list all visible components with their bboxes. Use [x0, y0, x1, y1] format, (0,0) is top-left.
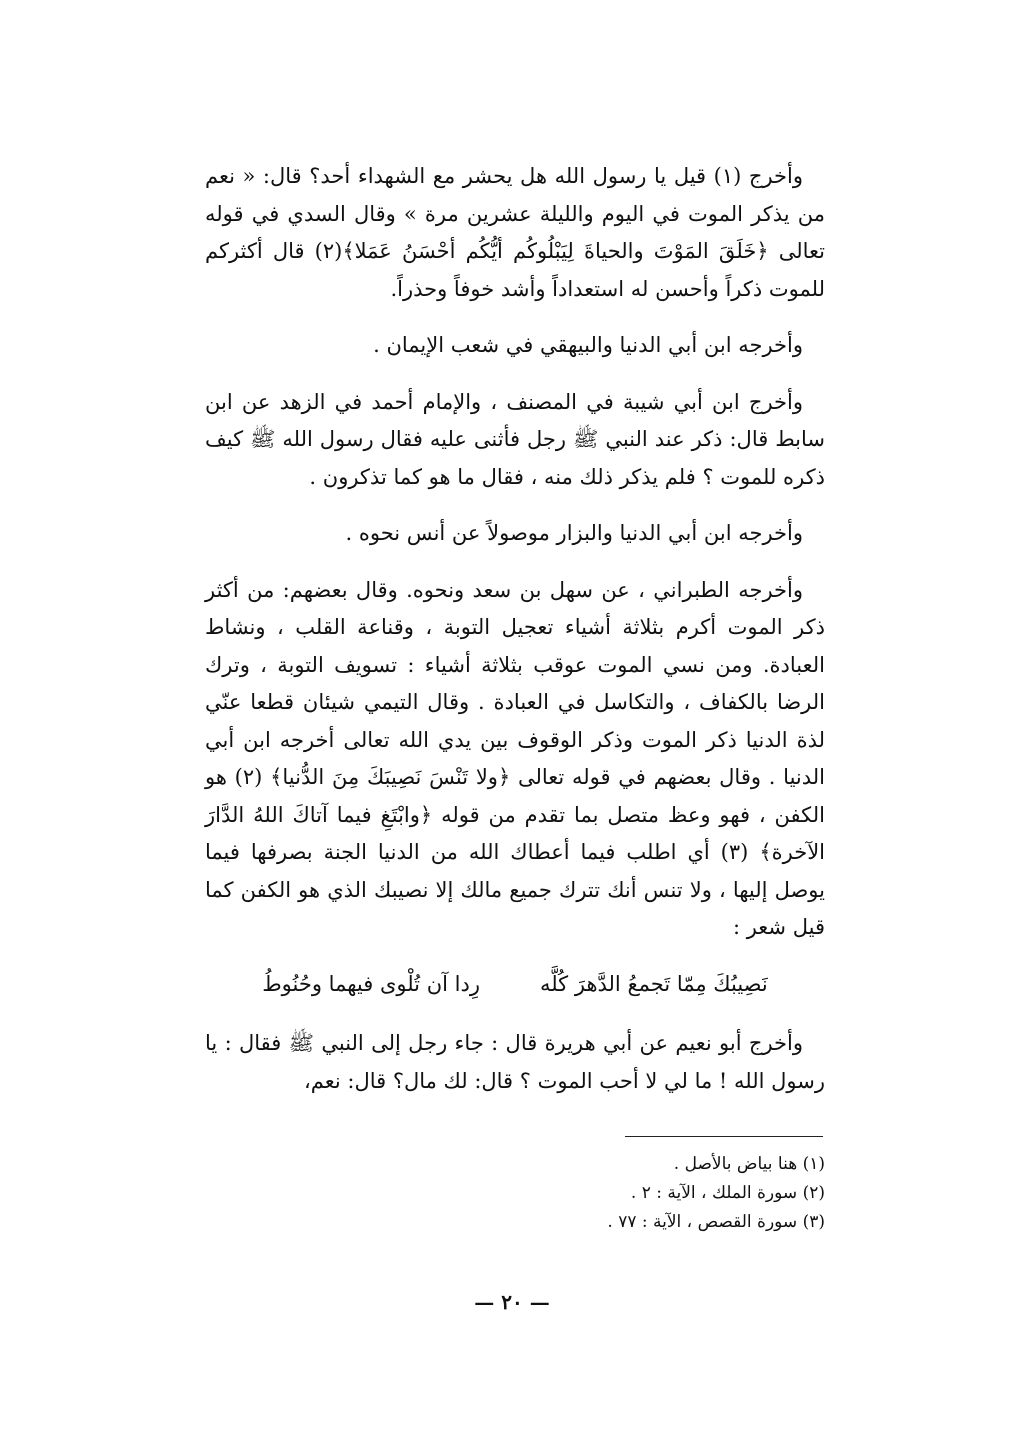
body-text: [205, 158, 825, 1119]
footnote-separator: [625, 1136, 823, 1137]
footnote-2: (٢) سورة الملك ، الآية : ٢ .: [630, 1183, 825, 1203]
paragraph-5: وأخرجه الطبراني ، عن سهل بن سعد ونحوه. وقال بعضهم: من أكثر ذكر الموت أكرم بثلاثة أشياء تعجيل التوبة ، وقناعة القلب ، ونشاط العبادة. ومن نسي الموت عوقب بثلاثة أشياء : تسويف التوبة ، وترك الرضا بالكفاف ، والتكاسل في العبادة . وقال التيمي شيئان قطعا عنّي لذة الدنيا ذكر الموت وذكر الوقوف بين يدي الله تعالى أخرجه ابن أبي الدنيا . وقال بعضهم في قوله تعالى ﴿ولا تَنْسَ نَصِيبَكَ مِنَ الدُّنيا﴾ (٢) هو الكفن ، فهو وعظ متصل بما تقدم من قوله ﴿وابْتَغِ فيما آتاكَ اللهُ الدَّارَ الآخرة﴾ (٣) أي اطلب فيما أعطاك الله من الدنيا الجنة بصرفها فيما يوصل إليها ، ولا تنس أنك تترك جميع مالك إلا نصيبك الذي هو الكفن كما قيل شعر :: [205, 577, 826, 939]
paragraph-1: وأخرج (١) قيل يا رسول الله هل يحشر مع الشهداء أحد؟ قال: « نعم من يذكر الموت في اليوم والليلة عشرين مرة » وقال السدي في قوله تعالى ﴿خَلَقَ المَوْتَ والحياةَ لِيَبْلُوكُم أيُّكُم أحْسَنُ عَمَلا﴾(٢) قال أكثركم للموت ذكراً وأحسن له استعداداً وأشد خوفاً وحذراً.: [205, 164, 825, 301]
footnote-1: (١) هنا بياض بالأصل .: [673, 1154, 825, 1174]
paragraph-2: وأخرجه ابن أبي الدنيا والبيهقي في شعب الإيمان .: [373, 333, 803, 357]
paragraph-3: وأخرج ابن أبي شيبة في المصنف ، والإمام أحمد في الزهد عن ابن سابط قال: ذكر عند النبي ﷺ رجل فأثنى عليه فقال رسول الله ﷺ كيف ذكره للموت ؟ فلم يذكر ذلك منه ، فقال ما هو كما تذكرون .: [205, 389, 825, 489]
verse-second-hemistich: رِدا آن تُلْوى فيهما وحُنُوطُ: [262, 971, 480, 996]
verse-first-hemistich: نَصِيبُكَ مِمّا تَجمعُ الدَّهرَ كُلَّه: [539, 971, 768, 996]
paragraph-4: وأخرجه ابن أبي الدنيا والبزار موصولاً عن أنس نحوه .: [345, 521, 803, 545]
page-number: — ٢٠ —: [474, 1290, 550, 1314]
paragraph-6: وأخرج أبو نعيم عن أبي هريرة قال : جاء رجل إلى النبي ﷺ فقال : يا رسول الله ! ما لي لا أحب الموت ؟ قال: لك مال؟ قال: نعم،: [205, 1031, 825, 1093]
footnote-3: (٣) سورة القصص ، الآية : ٧٧ .: [607, 1212, 825, 1232]
poem-verse: [205, 966, 825, 1004]
footnotes: [470, 1150, 825, 1237]
